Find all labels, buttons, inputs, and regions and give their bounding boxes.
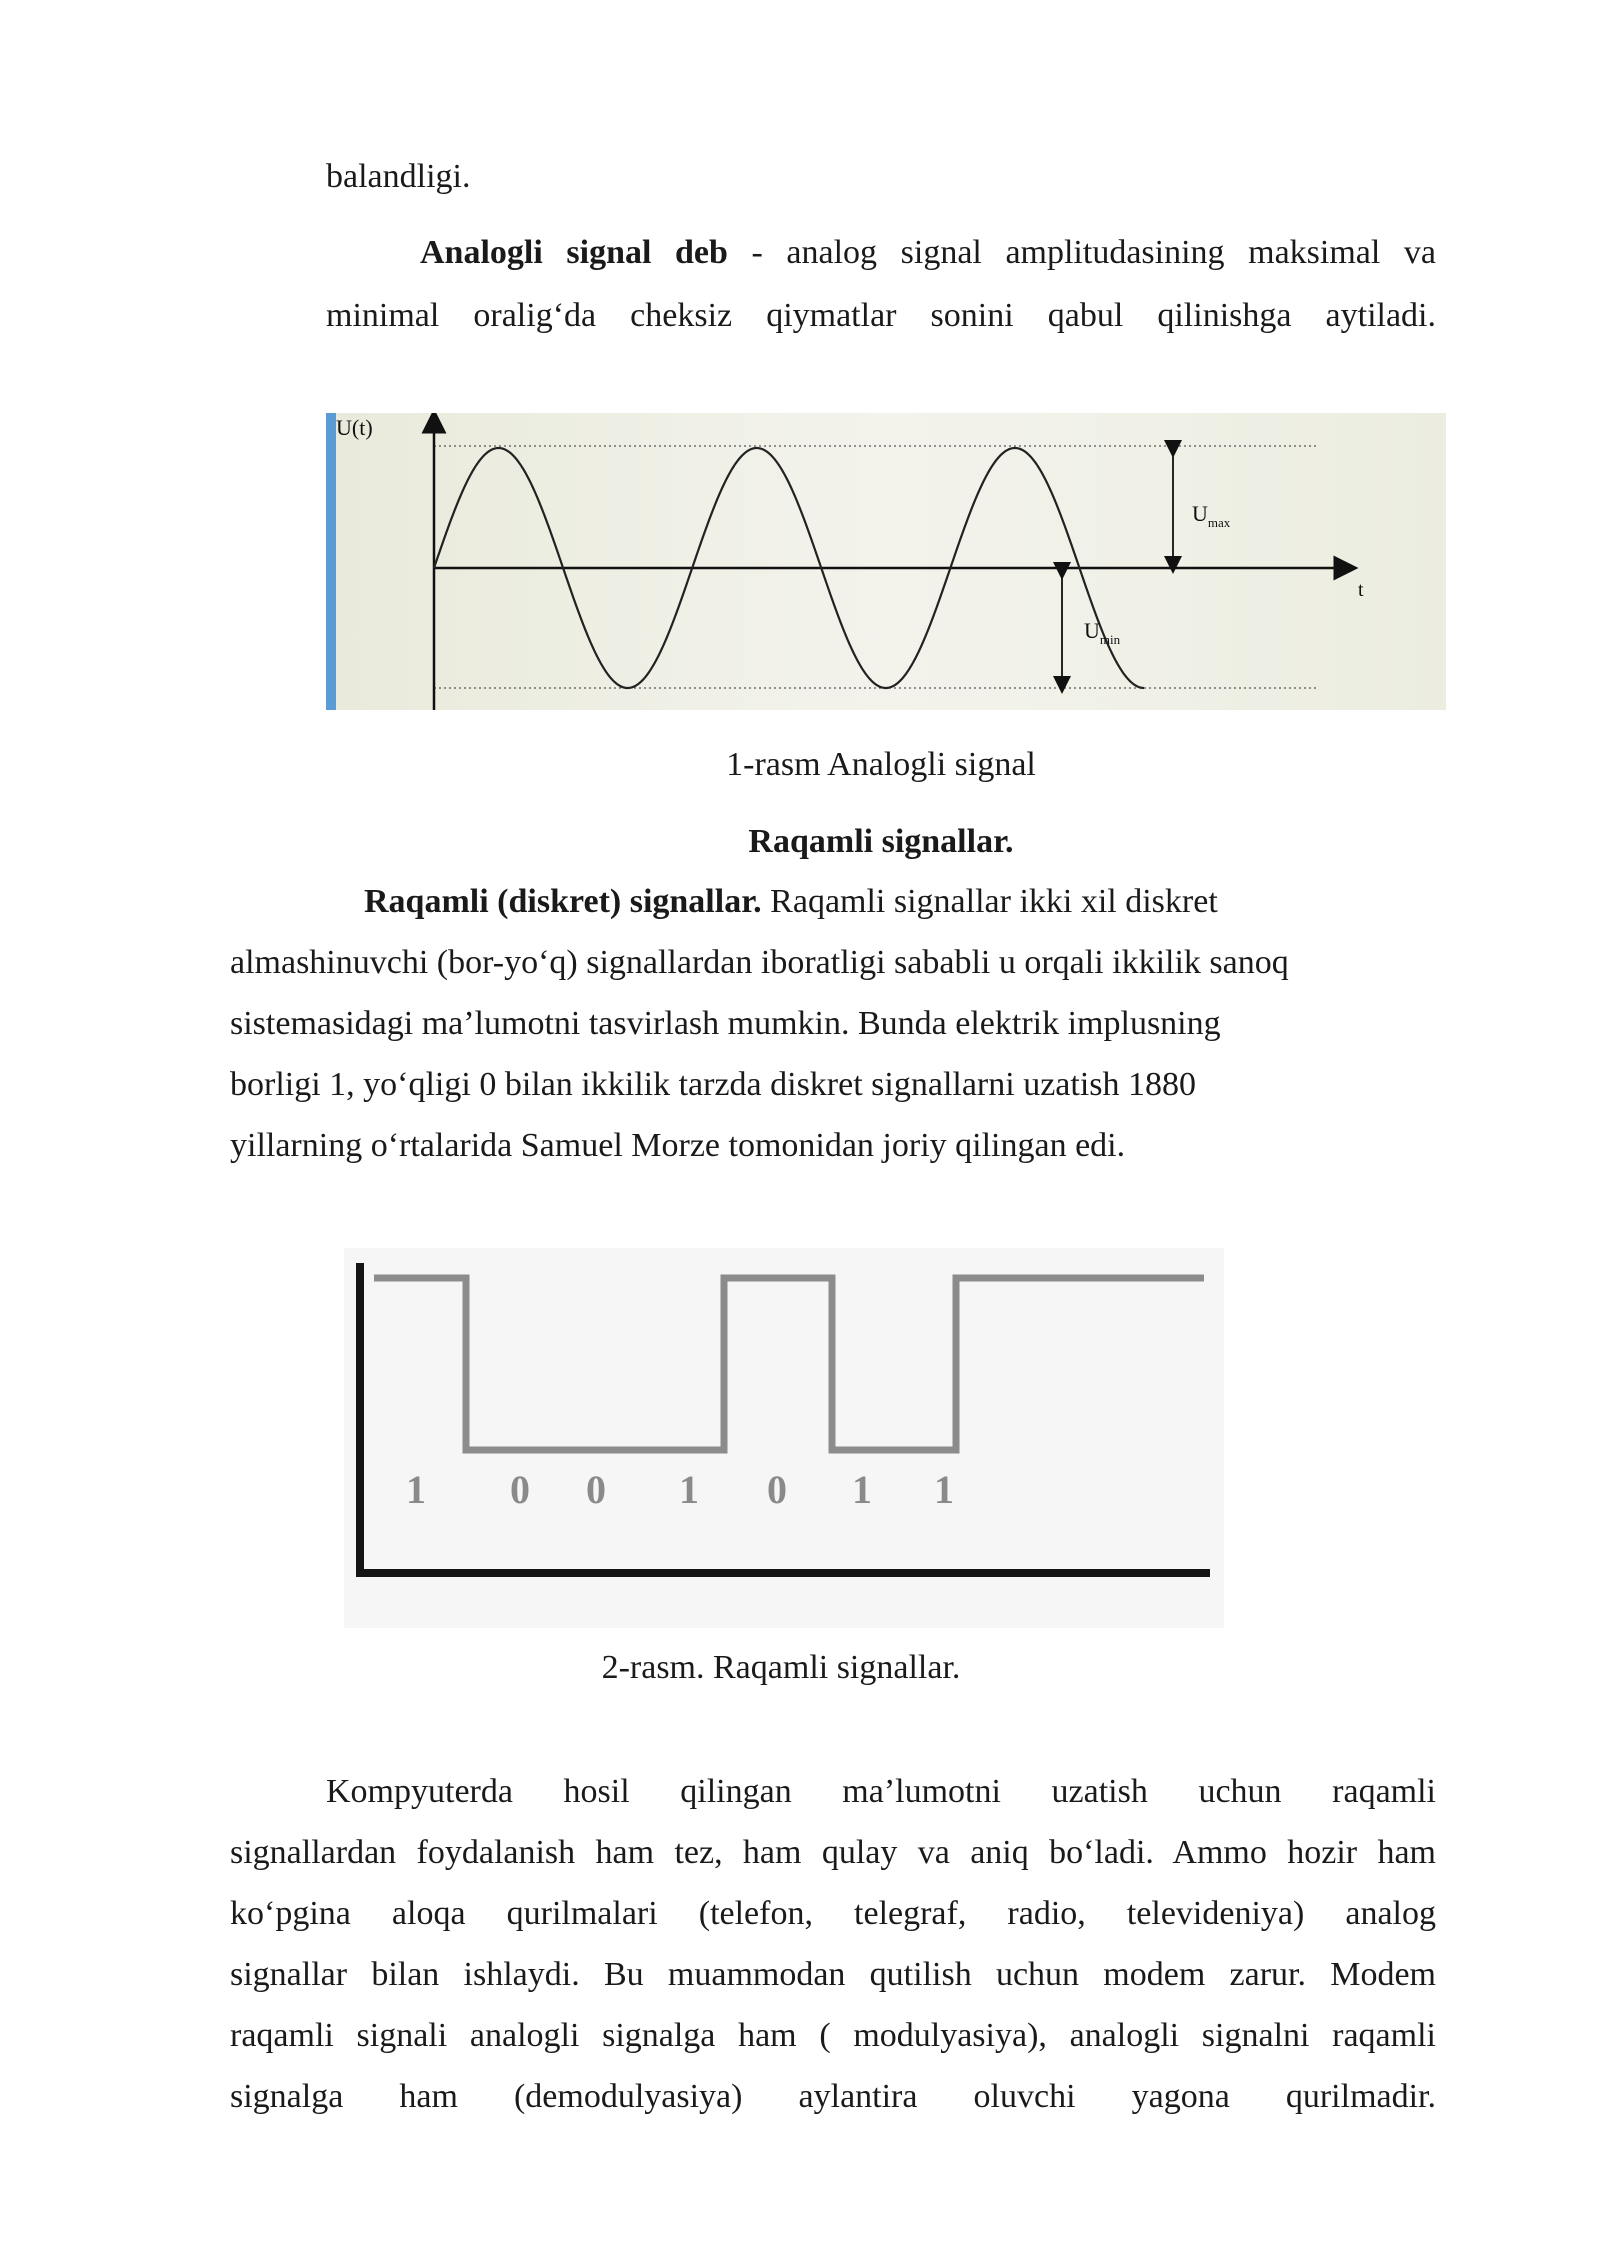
bit-label: 1 — [852, 1467, 872, 1512]
bit-label: 1 — [934, 1467, 954, 1512]
final-para-line6: signalga ham (demodulyasiya) aylantira oluvchi yagona qurilmadir. — [230, 2078, 1436, 2115]
digital-para-term: Raqamli (diskret) signallar. — [364, 883, 762, 920]
bit-label: 0 — [510, 1467, 530, 1512]
analog-signal-figure — [326, 413, 1446, 710]
analog-definition-line2: minimal oralig‘da cheksiz qiymatlar sonini qabul qilinishga aytiladi. — [326, 297, 1436, 334]
figure1-caption: 1-rasm Analogli signal — [726, 746, 1036, 783]
bit-label: 0 — [767, 1467, 787, 1512]
digital-para-line5: yillarning o‘rtalarida Samuel Morze tomonidan joriy qilingan edi. — [230, 1127, 1126, 1164]
bit-label: 1 — [406, 1467, 426, 1512]
final-para-line4: signallar bilan ishlaydi. Bu muammodan qutilish uchun modem zarur. Modem — [230, 1956, 1436, 1993]
final-para-line5: raqamli signali analogli signalga ham ( modulyasiya), analogli signalni raqamli — [230, 2017, 1436, 2054]
bit-label: 0 — [586, 1467, 606, 1512]
continuation-text: balandligi. — [326, 158, 471, 195]
digital-signal-figure — [344, 1248, 1224, 1628]
bit-label: 1 — [679, 1467, 699, 1512]
digital-para-line3: sistemasidagi ma’lumotni tasvirlash mumkin. Bunda elektrik implusning — [230, 1005, 1221, 1042]
figure1-left-bar — [326, 413, 336, 710]
digital-para-line4: borligi 1, yo‘qligi 0 bilan ikkilik tarzda diskret signallarni uzatish 1880 — [230, 1066, 1196, 1103]
figure2-caption: 2-rasm. Raqamli signallar. — [601, 1649, 961, 1686]
analog-definition-term: Analogli signal deb — [420, 234, 728, 271]
digital-para-line2: almashinuvchi (bor-yo‘q) signallardan iboratligi sababli u orqali ikkilik sanoq — [230, 944, 1289, 981]
axis-x-label: t — [1358, 579, 1364, 601]
final-para-line3: ko‘pgina aloqa qurilmalari (telefon, telegraf, radio, televideniya) analog — [230, 1895, 1436, 1932]
umin-label: $U_{min}$ — [1084, 618, 1121, 647]
final-para-line1: Kompyuterda hosil qilingan ma’lumotni uzatish uchun raqamli — [326, 1773, 1436, 1810]
analog-definition-line1 — [420, 222, 1436, 283]
digital-para-line1-rest: Raqamli signallar ikki xil diskret — [761, 883, 1218, 920]
digital-para-line1 — [364, 871, 1218, 932]
analog-definition-rest: - analog signal amplitudasining maksimal va — [727, 234, 1436, 271]
umax-label: $U_{max}$ — [1192, 501, 1231, 530]
axis-y-label: U(t) — [336, 415, 373, 440]
section-heading: Raqamli signallar. — [748, 823, 1014, 860]
final-para-line2: signallardan foydalanish ham tez, ham qulay va aniq bo‘ladi. Ammo hozir ham — [230, 1834, 1436, 1871]
figure1-background — [326, 413, 1446, 710]
